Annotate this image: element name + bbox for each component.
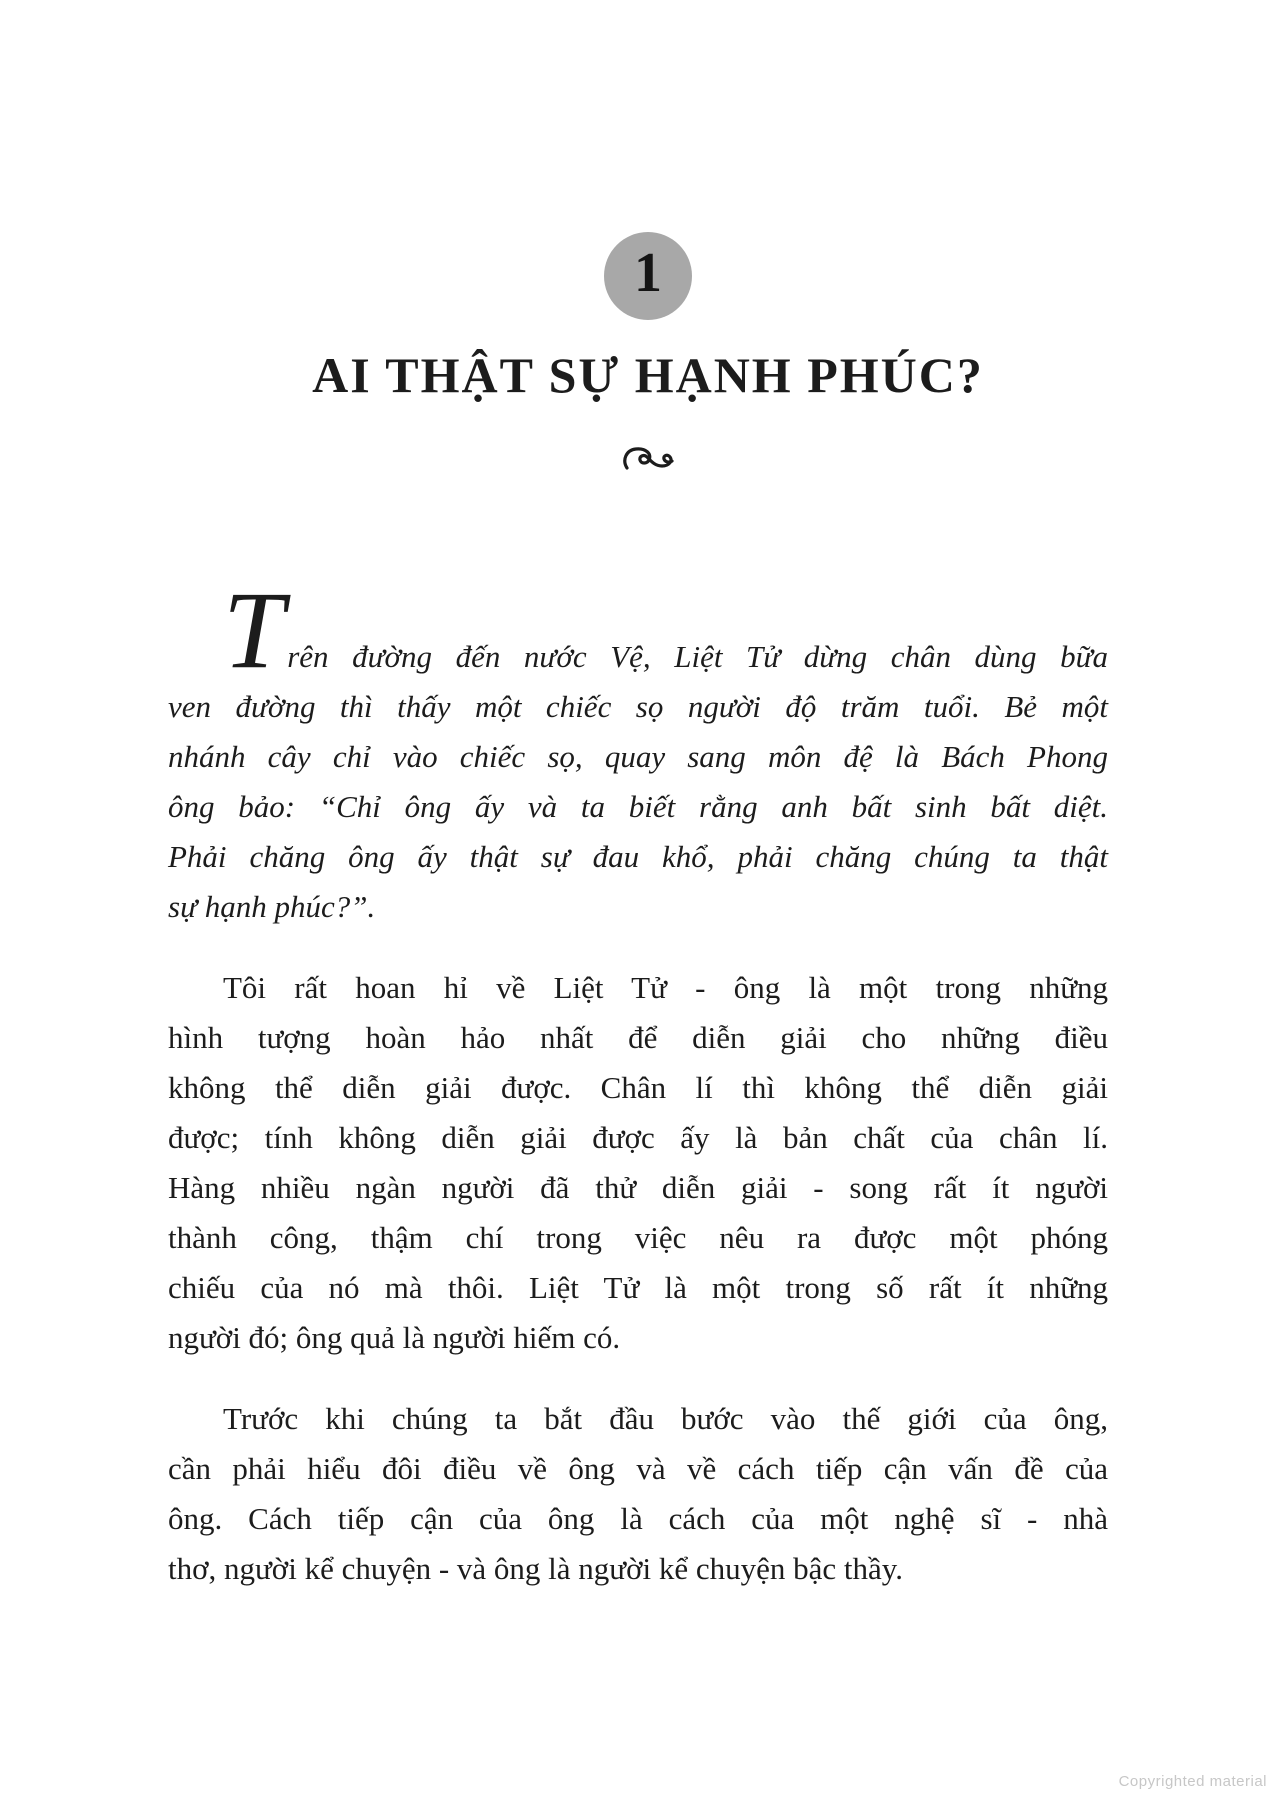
text-line: Tôi rất hoan hỉ về Liệt Tử - ông là một trong những — [223, 969, 1108, 1005]
chapter-number: 1 — [634, 242, 662, 304]
text-line: ông. Cách tiếp cận của ông là cách của một nghệ sĩ - nhà — [168, 1500, 1108, 1536]
text-line: Trước khi chúng ta bắt đầu bước vào thế giới của ông, — [223, 1400, 1108, 1436]
text-column — [168, 0, 1108, 1594]
text-line: thành công, thậm chí trong việc nêu ra được một phóng — [168, 1219, 1108, 1255]
text-line: nhánh cây chỉ vào chiếc sọ, quay sang môn đệ là Bách Phong — [168, 738, 1108, 774]
opening-first-line: rên đường đến nước Vệ, Liệt Tử dừng chân dùng bữa — [287, 638, 1108, 674]
text-line: chiếu của nó mà thôi. Liệt Tử là một trong số rất ít những — [168, 1269, 1108, 1305]
paragraph-lines — [168, 963, 1108, 1363]
opening-quote-paragraph — [168, 568, 1108, 932]
text-line: sự hạnh phúc?”. — [168, 888, 376, 924]
body-paragraph — [168, 963, 1108, 1363]
copyright-watermark: Copyrighted material — [1118, 1773, 1267, 1790]
chapter-number-badge — [604, 232, 692, 320]
drop-cap-initial: T — [223, 568, 285, 691]
fleuron-swash-ornament-icon — [619, 440, 677, 478]
text-line: Phải chăng ông ấy thật sự đau khổ, phải chăng chúng ta thật — [168, 838, 1108, 874]
text-line: người đó; ông quả là người hiếm có. — [168, 1319, 621, 1355]
text-line: ven đường thì thấy một chiếc sọ người độ trăm tuổi. Bẻ một — [168, 688, 1108, 724]
text-line: cần phải hiểu đôi điều về ông và về cách tiếp cận vấn đề của — [168, 1450, 1108, 1486]
text-line: không thể diễn giải được. Chân lí thì không thể diễn giải — [168, 1069, 1108, 1105]
text-line: ông bảo: “Chỉ ông ấy và ta biết rằng anh bất sinh bất diệt. — [168, 788, 1108, 824]
text-line: hình tượng hoàn hảo nhất để diễn giải cho những điều — [168, 1019, 1108, 1055]
body-paragraph — [168, 1394, 1108, 1594]
paragraph-lines — [168, 1394, 1108, 1594]
text-line — [168, 568, 1108, 691]
text-line: được; tính không diễn giải được ấy là bản chất của chân lí. — [168, 1119, 1108, 1155]
opening-quote-lines — [168, 682, 1108, 932]
text-line: thơ, người kể chuyện - và ông là người kể chuyện bậc thầy. — [168, 1550, 904, 1586]
text-line: Hàng nhiều ngàn người đã thử diễn giải - song rất ít người — [168, 1169, 1108, 1205]
chapter-title: AI THẬT SỰ HẠNH PHÚC? — [312, 347, 984, 403]
ornament-row — [178, 440, 1118, 478]
